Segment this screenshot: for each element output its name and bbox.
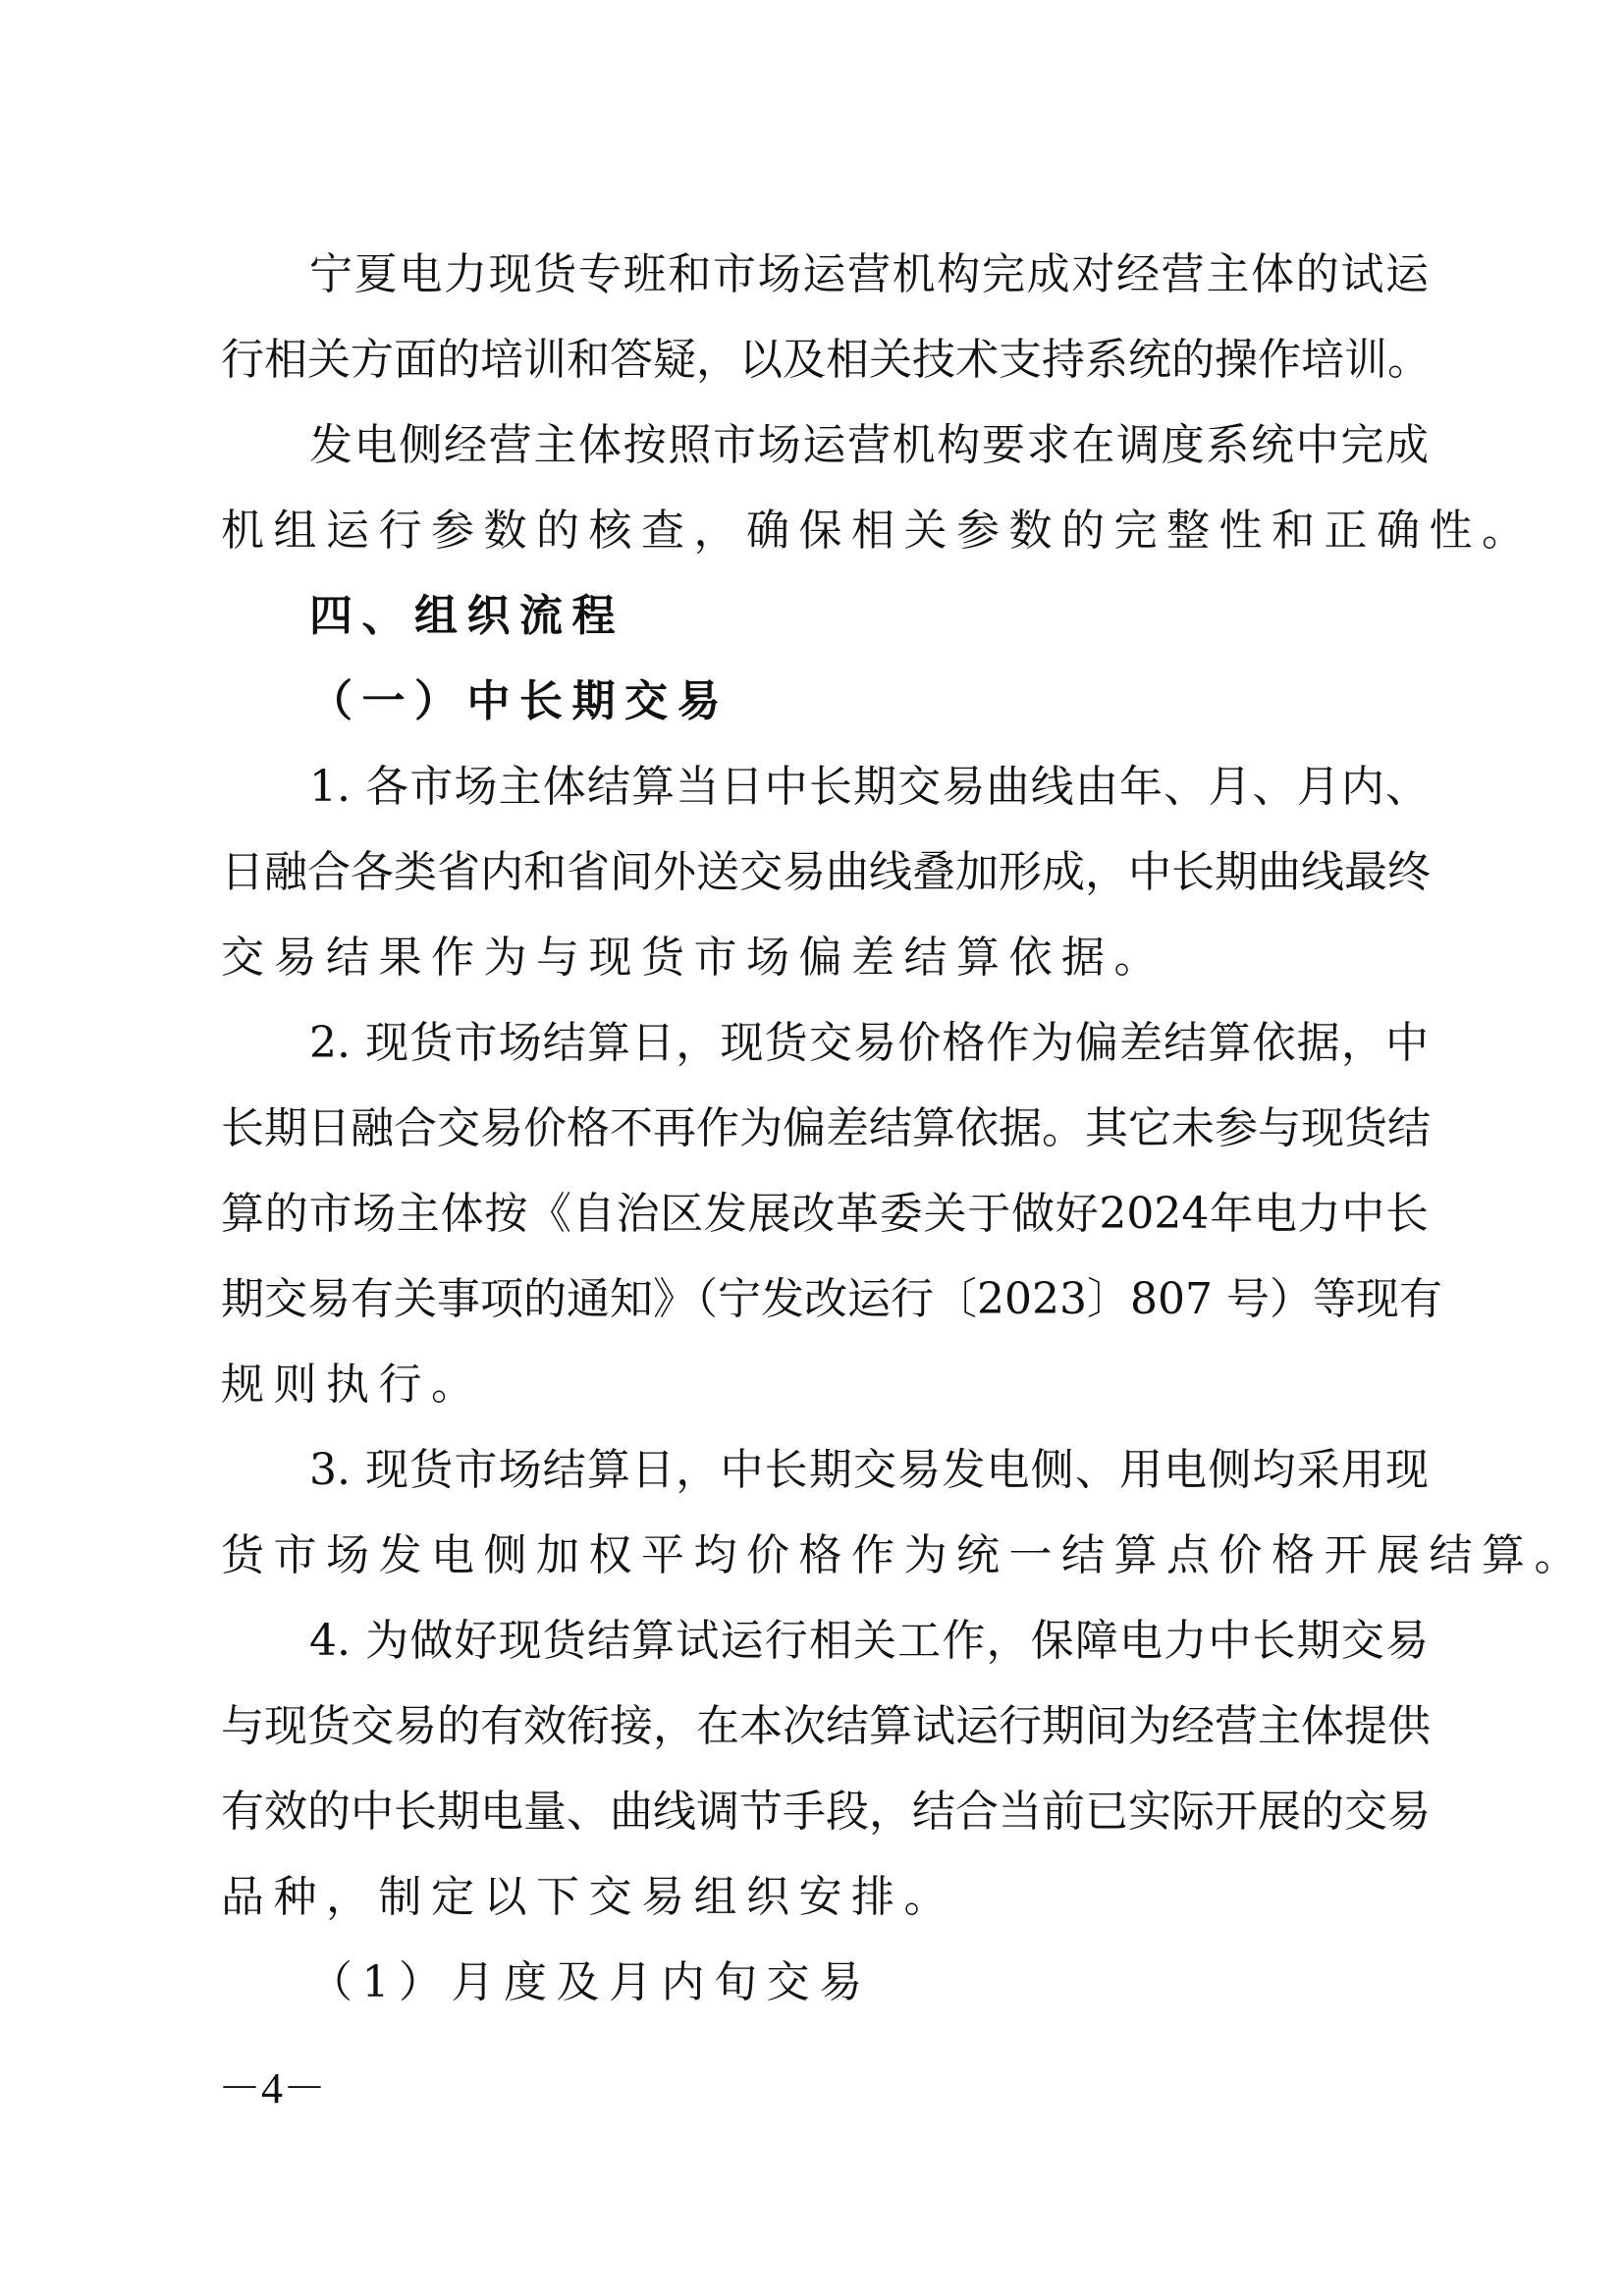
page-number: －4－ xyxy=(218,2064,326,2112)
text-line: 3. 现货市场结算日，中长期交易发电侧、用电侧均采用现 xyxy=(309,1445,1429,1495)
section-heading: 四、组织流程 xyxy=(309,591,624,641)
text-line: 宁夏电力现货专班和市场运营机构完成对经营主体的试运 xyxy=(309,249,1429,299)
text-line: 品种，制定以下交易组织安排。 xyxy=(221,1872,956,1922)
text-line: 4. 为做好现货结算试运行相关工作，保障电力中长期交易 xyxy=(309,1616,1429,1666)
section-heading: （一）中长期交易 xyxy=(309,676,730,726)
text-line: 有效的中长期电量、曲线调节手段，结合当前已实际开展的交易 xyxy=(221,1787,1431,1837)
text-line: 与现货交易的有效衔接，在本次结算试运行期间为经营主体提供 xyxy=(221,1701,1431,1751)
text-line: 算的市场主体按《自治区发展改革委关于做好2024年电力中长 xyxy=(221,1189,1429,1239)
text-line: 期交易有关事项的通知》（宁发改运行〔2023〕807 号）等现有 xyxy=(221,1274,1442,1324)
text-line: 长期日融合交易价格不再作为偏差结算依据。其它未参与现货结 xyxy=(221,1103,1431,1153)
text-line: 机组运行参数的核查，确保相关参数的完整性和正确性。 xyxy=(221,506,1535,556)
text-line: 交易结果作为与现货市场偏差结算依据。 xyxy=(221,933,1166,983)
text-line: 规则执行。 xyxy=(221,1360,484,1410)
text-line: 1. 各市场主体结算当日中长期交易曲线由年、月、月内、 xyxy=(309,762,1429,812)
text-line: （1）月度及月内旬交易 xyxy=(309,1957,872,2007)
text-line: 2. 现货市场结算日，现货交易价格作为偏差结算依据，中 xyxy=(309,1018,1429,1068)
text-line: 日融合各类省内和省间外送交易曲线叠加形成，中长期曲线最终 xyxy=(221,847,1431,897)
text-line: 发电侧经营主体按照市场运营机构要求在调度系统中完成 xyxy=(309,420,1429,470)
text-line: 货市场发电侧加权平均价格作为统一结算点价格开展结算。 xyxy=(221,1530,1587,1580)
text-line: 行相关方面的培训和答疑，以及相关技术支持系统的操作培训。 xyxy=(221,335,1431,385)
